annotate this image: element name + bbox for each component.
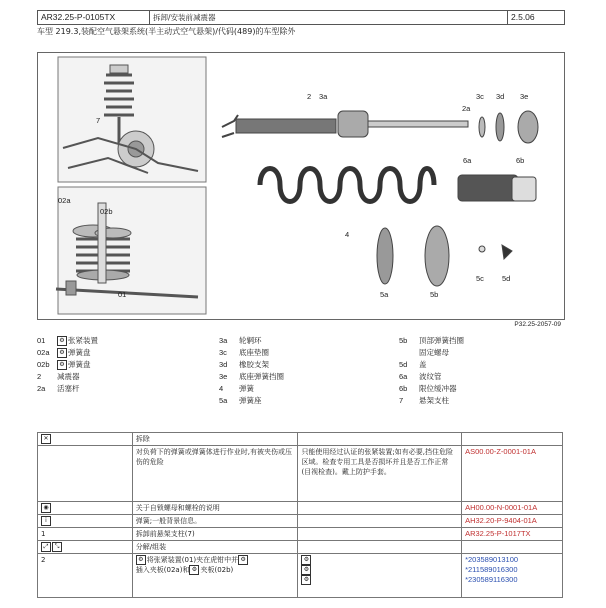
legend-item: 01 ⚙ 张紧装置 [37,336,98,345]
damper-graphic [222,111,468,137]
label-02b: 02b [100,207,113,216]
label-3d: 3d [496,92,505,101]
legend-item: 3a 轮辋环 [219,336,262,345]
label-5a: 5a [380,290,389,299]
special-tool-icon: ⚙ [57,348,67,358]
link-spring-info[interactable]: AH32.20-P-9404-01A [465,516,537,525]
assemble-icon: ⤡ [52,542,62,552]
label-2a: 2a [462,104,471,113]
table-row: ✕ 拆除 [38,433,563,446]
spring-seats-graphic [377,226,512,286]
label-01: 01 [118,290,127,299]
label-5c: 5c [476,274,484,283]
legend-item: 3c 底座垫圈 [219,348,269,357]
table-row: ⤢ ⤡ 分解/组装 [38,541,563,554]
legend-item: 2 减震器 [37,372,80,381]
legend-item: 5a 弹簧座 [219,396,262,405]
legend-item: 6a 波纹管 [399,372,442,381]
special-tool-icon: ⚙ [189,565,199,575]
bellows-graphic [458,175,536,201]
legend-item: 3e 底座弹簧挡圈 [219,372,284,381]
special-tool-icon: ⚙ [301,555,311,565]
legend-item: 2a 活塞杆 [37,384,80,393]
remove-icon: ✕ [41,434,51,444]
coil-spring-graphic [260,169,434,202]
label-3a: 3a [319,92,328,101]
legend-item: 02a ⚙ 弹簧盘 [37,348,91,357]
link-safety[interactable]: AS00.00-Z-0001-01A [465,447,536,456]
procedure-table [37,432,563,598]
label-3e: 3e [520,92,529,101]
tool-link[interactable]: *211589016300 [465,565,518,574]
doc-id: AR32.25-P-0105TX [38,11,150,24]
legend-item: 固定螺母 [419,348,449,357]
legend-item: 02b ⚙ 弹簧盘 [37,360,91,369]
legend-item: 5d 盖 [399,360,427,369]
label-2: 2 [307,92,312,101]
label-7: 7 [96,116,101,125]
special-tool-icon: ⚙ [57,336,67,346]
table-row: i 弹簧;一般背景信息。 AH32.20-P-9404-01A [38,515,563,528]
special-tool-icon: ⚙ [301,575,311,585]
special-tool-icon: ⚙ [136,555,146,565]
label-6b: 6b [516,156,525,165]
model-line: 车型 219.3,装配空气悬架系统(半主动式空气悬架)/代码(489)的车型除外 [37,27,296,36]
note-icon: ◉ [41,503,51,513]
table-row: ◉ 关于自锁螺母和螺栓的说明 AH00.00-N-0001-01A [38,502,563,515]
legend-item: 7 悬架支柱 [399,396,449,405]
label-3c: 3c [476,92,484,101]
legend-item: 6b 限位缓冲器 [399,384,457,393]
legend-item: 3d 橡胶支架 [219,360,269,369]
label-4: 4 [345,230,350,239]
disassemble-icon: ⤢ [41,542,51,552]
tool-link[interactable]: *203589013100 [465,555,519,564]
figure-reference: P32.25-2057-09 [514,321,561,328]
label-5b: 5b [430,290,439,299]
table-row: 1 拆卸前悬架支柱(7) AR32.25-P-1017TX [38,528,563,541]
label-02a: 02a [58,196,71,205]
label-6a: 6a [463,156,472,165]
link-remove-strut[interactable]: AR32.25-P-1017TX [465,529,531,538]
top-mount-parts-graphic [479,111,538,143]
legend-item: 5b 顶部弹簧挡圈 [399,336,464,345]
info-icon: i [41,516,51,526]
table-row: 2 ⚙ 将张紧装置(01)夹在虎钳中并 ⚙ 插入夹板(02a)和 ⚙ 夹板(02b) ⚙ ⚙ ⚙ *203589013100 *211589016300 *230589116300 [38,554,563,598]
remove-icon-cell [38,433,133,446]
label-5d: 5d [502,274,511,283]
figure-drawing [38,53,564,319]
legend-item: 4 弹簧 [219,384,254,393]
special-tool-icon: ⚙ [301,565,311,575]
document-header [37,10,565,25]
exploded-view-figure [37,52,565,320]
tool-link[interactable]: *230589116300 [465,575,518,584]
doc-title: 拆卸/安装前减震器 [150,11,508,24]
link-self-locking[interactable]: AH00.00-N-0001-01A [465,503,538,512]
special-tool-icon: ⚙ [238,555,248,565]
table-row: 对负荷下的弹簧或弹簧体进行作业时,有被夹伤或压伤的危险 只能使用经过认证的张紧装置;如有必要,挡住危险区域。检查专用工具是否损坏并且是否工作正常(目视检查)。戴上防护手套。 AS00.00-Z-0001-01A [38,446,563,502]
doc-version: 2.5.06 [511,12,535,22]
special-tool-icon: ⚙ [57,360,67,370]
